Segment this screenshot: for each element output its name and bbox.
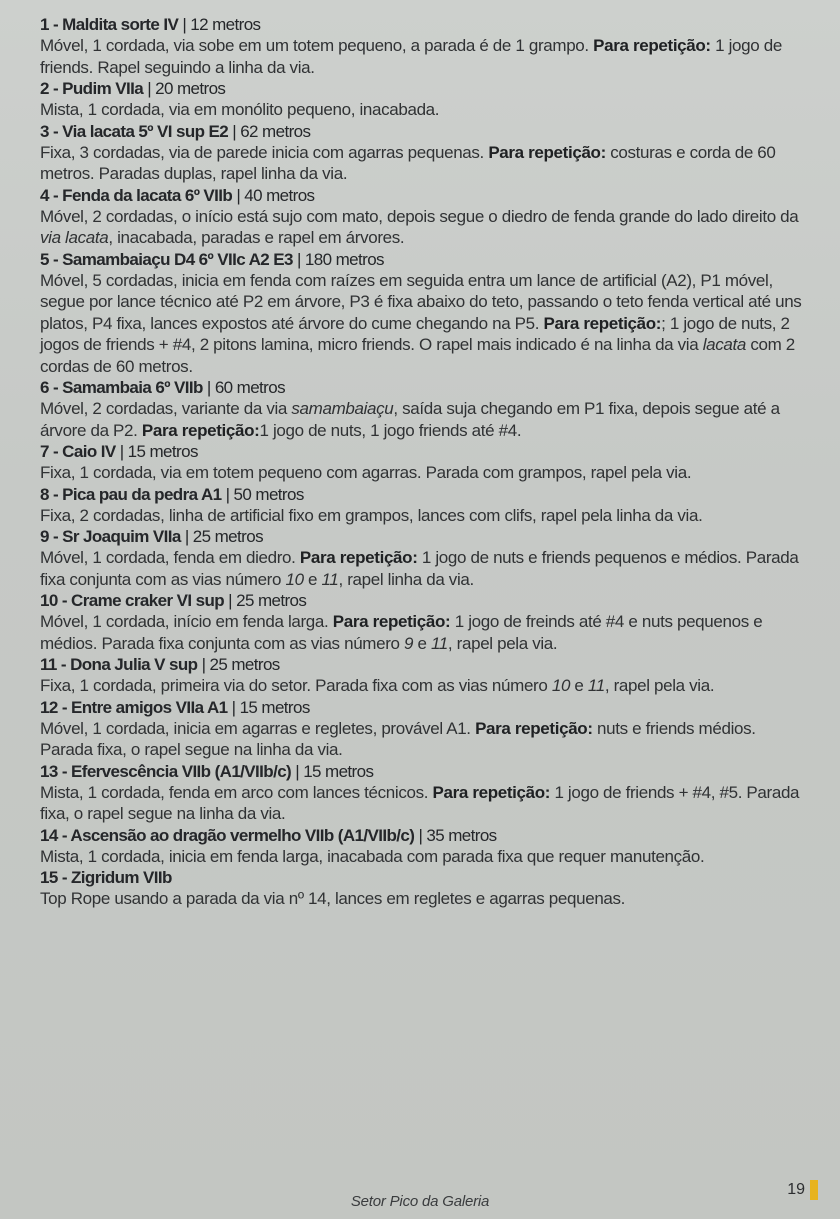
route-length: 15 metros	[239, 697, 310, 717]
route-description: Móvel, 1 cordada, via sobe em um totem pequeno, a parada é de 1 grampo. Para repetição: 1 jogo de friends. Rapel seguindo a linha da via.	[40, 36, 782, 77]
route-length: 60 metros	[214, 378, 285, 397]
route-title	[40, 14, 810, 35]
route-description: Mista, 1 cordada, inicia em fenda larga, inacabada com parada fixa que requer manutenção.	[40, 846, 705, 866]
route-title	[40, 825, 810, 846]
route-entry	[40, 121, 810, 185]
route-title	[40, 377, 810, 398]
route-entry	[40, 867, 810, 910]
route-description: Móvel, 2 cordadas, variante da via samambaiaçu, saída suja chegando em P1 fixa, depois segue até a árvore da P2. Para repetição:1 jogo de nuts, 1 jogo friends até #4.	[40, 399, 780, 440]
route-description: Móvel, 2 cordadas, o início está sujo com mato, depois segue o diedro de fenda grande do lado direito da via lacata, inacabada, paradas e rapel em árvores.	[40, 206, 799, 247]
route-length: 25 metros	[236, 591, 307, 610]
route-name: 14 - Ascensão ao dragão vermelho VIIb (A1/VIIb/c)	[40, 825, 415, 845]
route-title	[40, 249, 810, 270]
route-description: Mista, 1 cordada, fenda em arco com lances técnicos. Para repetição: 1 jogo de friends + #4, #5. Parada fixa, o rapel segue na linha da via.	[40, 782, 800, 823]
route-name: 4 - Fenda da lacata 6º VIIb	[40, 185, 233, 205]
route-length: 12 metros	[190, 15, 261, 34]
route-name: 9 - Sr Joaquim VIIa	[40, 527, 181, 546]
route-separator: |	[224, 591, 237, 610]
route-description: Fixa, 1 cordada, primeira via do setor. Parada fixa com as vias número 10 e 11, rapel pela via.	[40, 676, 715, 695]
route-length: 15 metros	[303, 761, 374, 781]
route-entry	[40, 697, 810, 761]
route-separator: |	[227, 697, 240, 717]
route-name: 1 - Maldita sorte IV	[40, 15, 179, 34]
route-name: 13 - Efervescência VIIb (A1/VIIb/c)	[40, 761, 292, 781]
route-entry	[40, 654, 810, 697]
route-entry	[40, 185, 810, 249]
route-length: 35 metros	[426, 825, 497, 845]
route-entry	[40, 526, 810, 590]
route-entry	[40, 14, 810, 78]
route-separator: |	[221, 484, 234, 504]
route-name: 3 - Via lacata 5º VI sup E2	[40, 121, 229, 141]
route-separator: |	[143, 79, 156, 98]
route-separator: |	[178, 15, 191, 34]
route-description: Fixa, 1 cordada, via em totem pequeno com agarras. Parada com grampos, rapel pela via.	[40, 463, 692, 482]
route-title	[40, 526, 810, 547]
route-length: 50 metros	[233, 484, 304, 504]
route-title	[40, 121, 810, 142]
route-length: 20 metros	[155, 79, 226, 98]
page-marker	[810, 1180, 818, 1200]
route-name: 5 - Samambaiaçu D4 6º VIIc A2 E3	[40, 249, 293, 269]
route-length: 62 metros	[240, 121, 311, 141]
route-title	[40, 697, 810, 718]
route-title	[40, 185, 810, 206]
route-title	[40, 484, 810, 505]
route-name: 10 - Crame craker VI sup	[40, 591, 225, 610]
route-separator: |	[292, 249, 305, 269]
route-length: 25 metros	[209, 655, 280, 674]
route-entry	[40, 377, 810, 441]
route-length: 180 metros	[304, 249, 384, 269]
route-entry	[40, 484, 810, 527]
route-entry	[40, 590, 810, 654]
route-length: 25 metros	[192, 527, 263, 546]
route-description: Mista, 1 cordada, via em monólito pequeno, inacabada.	[40, 100, 440, 119]
route-separator: |	[414, 825, 427, 845]
route-description: Móvel, 1 cordada, fenda em diedro. Para repetição: 1 jogo de nuts e friends pequenos e médios. Parada fixa conjunta com as vias número 10 e 11, rapel linha da via.	[40, 548, 799, 589]
route-separator: |	[115, 442, 128, 461]
route-separator: |	[232, 185, 245, 205]
route-name: 15 - Zigridum VIIb	[40, 868, 172, 887]
route-length: 15 metros	[127, 442, 198, 461]
route-list	[40, 14, 810, 910]
route-name: 11 - Dona Julia V sup	[40, 655, 198, 674]
route-separator: |	[202, 378, 215, 397]
route-entry	[40, 249, 810, 378]
route-description: Fixa, 3 cordadas, via de parede inicia com agarras pequenas. Para repetição: costuras e corda de 60 metros. Paradas duplas, rapel linha da via.	[40, 142, 776, 183]
route-name: 12 - Entre amigos VIIa A1	[40, 697, 228, 717]
route-separator: |	[291, 761, 304, 781]
route-entry	[40, 441, 810, 484]
page-number-text: 19	[787, 1181, 805, 1198]
route-name: 6 - Samambaia 6º VIIb	[40, 378, 203, 397]
route-description: Móvel, 1 cordada, início em fenda larga. Para repetição: 1 jogo de freinds até #4 e nuts pequenos e médios. Parada fixa conjunta com as vias número 9 e 11, rapel pela via.	[40, 612, 763, 653]
route-entry	[40, 761, 810, 825]
route-length: 40 metros	[244, 185, 315, 205]
route-title	[40, 78, 810, 99]
route-name: 7 - Caio IV	[40, 442, 116, 461]
route-title	[40, 654, 810, 675]
route-title	[40, 441, 810, 462]
route-entry	[40, 78, 810, 121]
route-description: Móvel, 5 cordadas, inicia em fenda com raízes em seguida entra um lance de artificial (A2), P1 móvel, segue por lance técnico até P2 em árvore, P3 é fixa abaixo do teto, passando o teto fenda vertical até uns platos, P4 fixa, lances expostos até árvore do cume chegando na P5. Para repetição:; 1 jogo de nuts, 2 jogos de friends + #4, 2 pitons lamina, micro friends. O rapel mais indicado é na linha da via lacata com 2 cordas de 60 metros.	[40, 270, 802, 376]
route-name: 8 - Pica pau da pedra A1	[40, 484, 222, 504]
sector-footer: Setor Pico da Galeria	[350, 1193, 490, 1210]
route-title	[40, 590, 810, 611]
route-separator: |	[228, 121, 241, 141]
page-number	[787, 1180, 818, 1200]
route-entry	[40, 825, 810, 868]
route-description: Móvel, 1 cordada, inicia em agarras e regletes, provável A1. Para repetição: nuts e friends médios. Parada fixa, o rapel segue na linha da via.	[40, 718, 756, 759]
route-separator: |	[197, 655, 210, 674]
route-name: 2 - Pudim VIIa	[40, 79, 144, 98]
route-description: Top Rope usando a parada da via nº 14, lances em regletes e agarras pequenas.	[40, 889, 626, 908]
route-description: Fixa, 2 cordadas, linha de artificial fixo em grampos, lances com clifs, rapel pela linha da via.	[40, 505, 703, 525]
route-separator: |	[180, 527, 193, 546]
route-title	[40, 867, 810, 888]
route-title	[40, 761, 810, 782]
